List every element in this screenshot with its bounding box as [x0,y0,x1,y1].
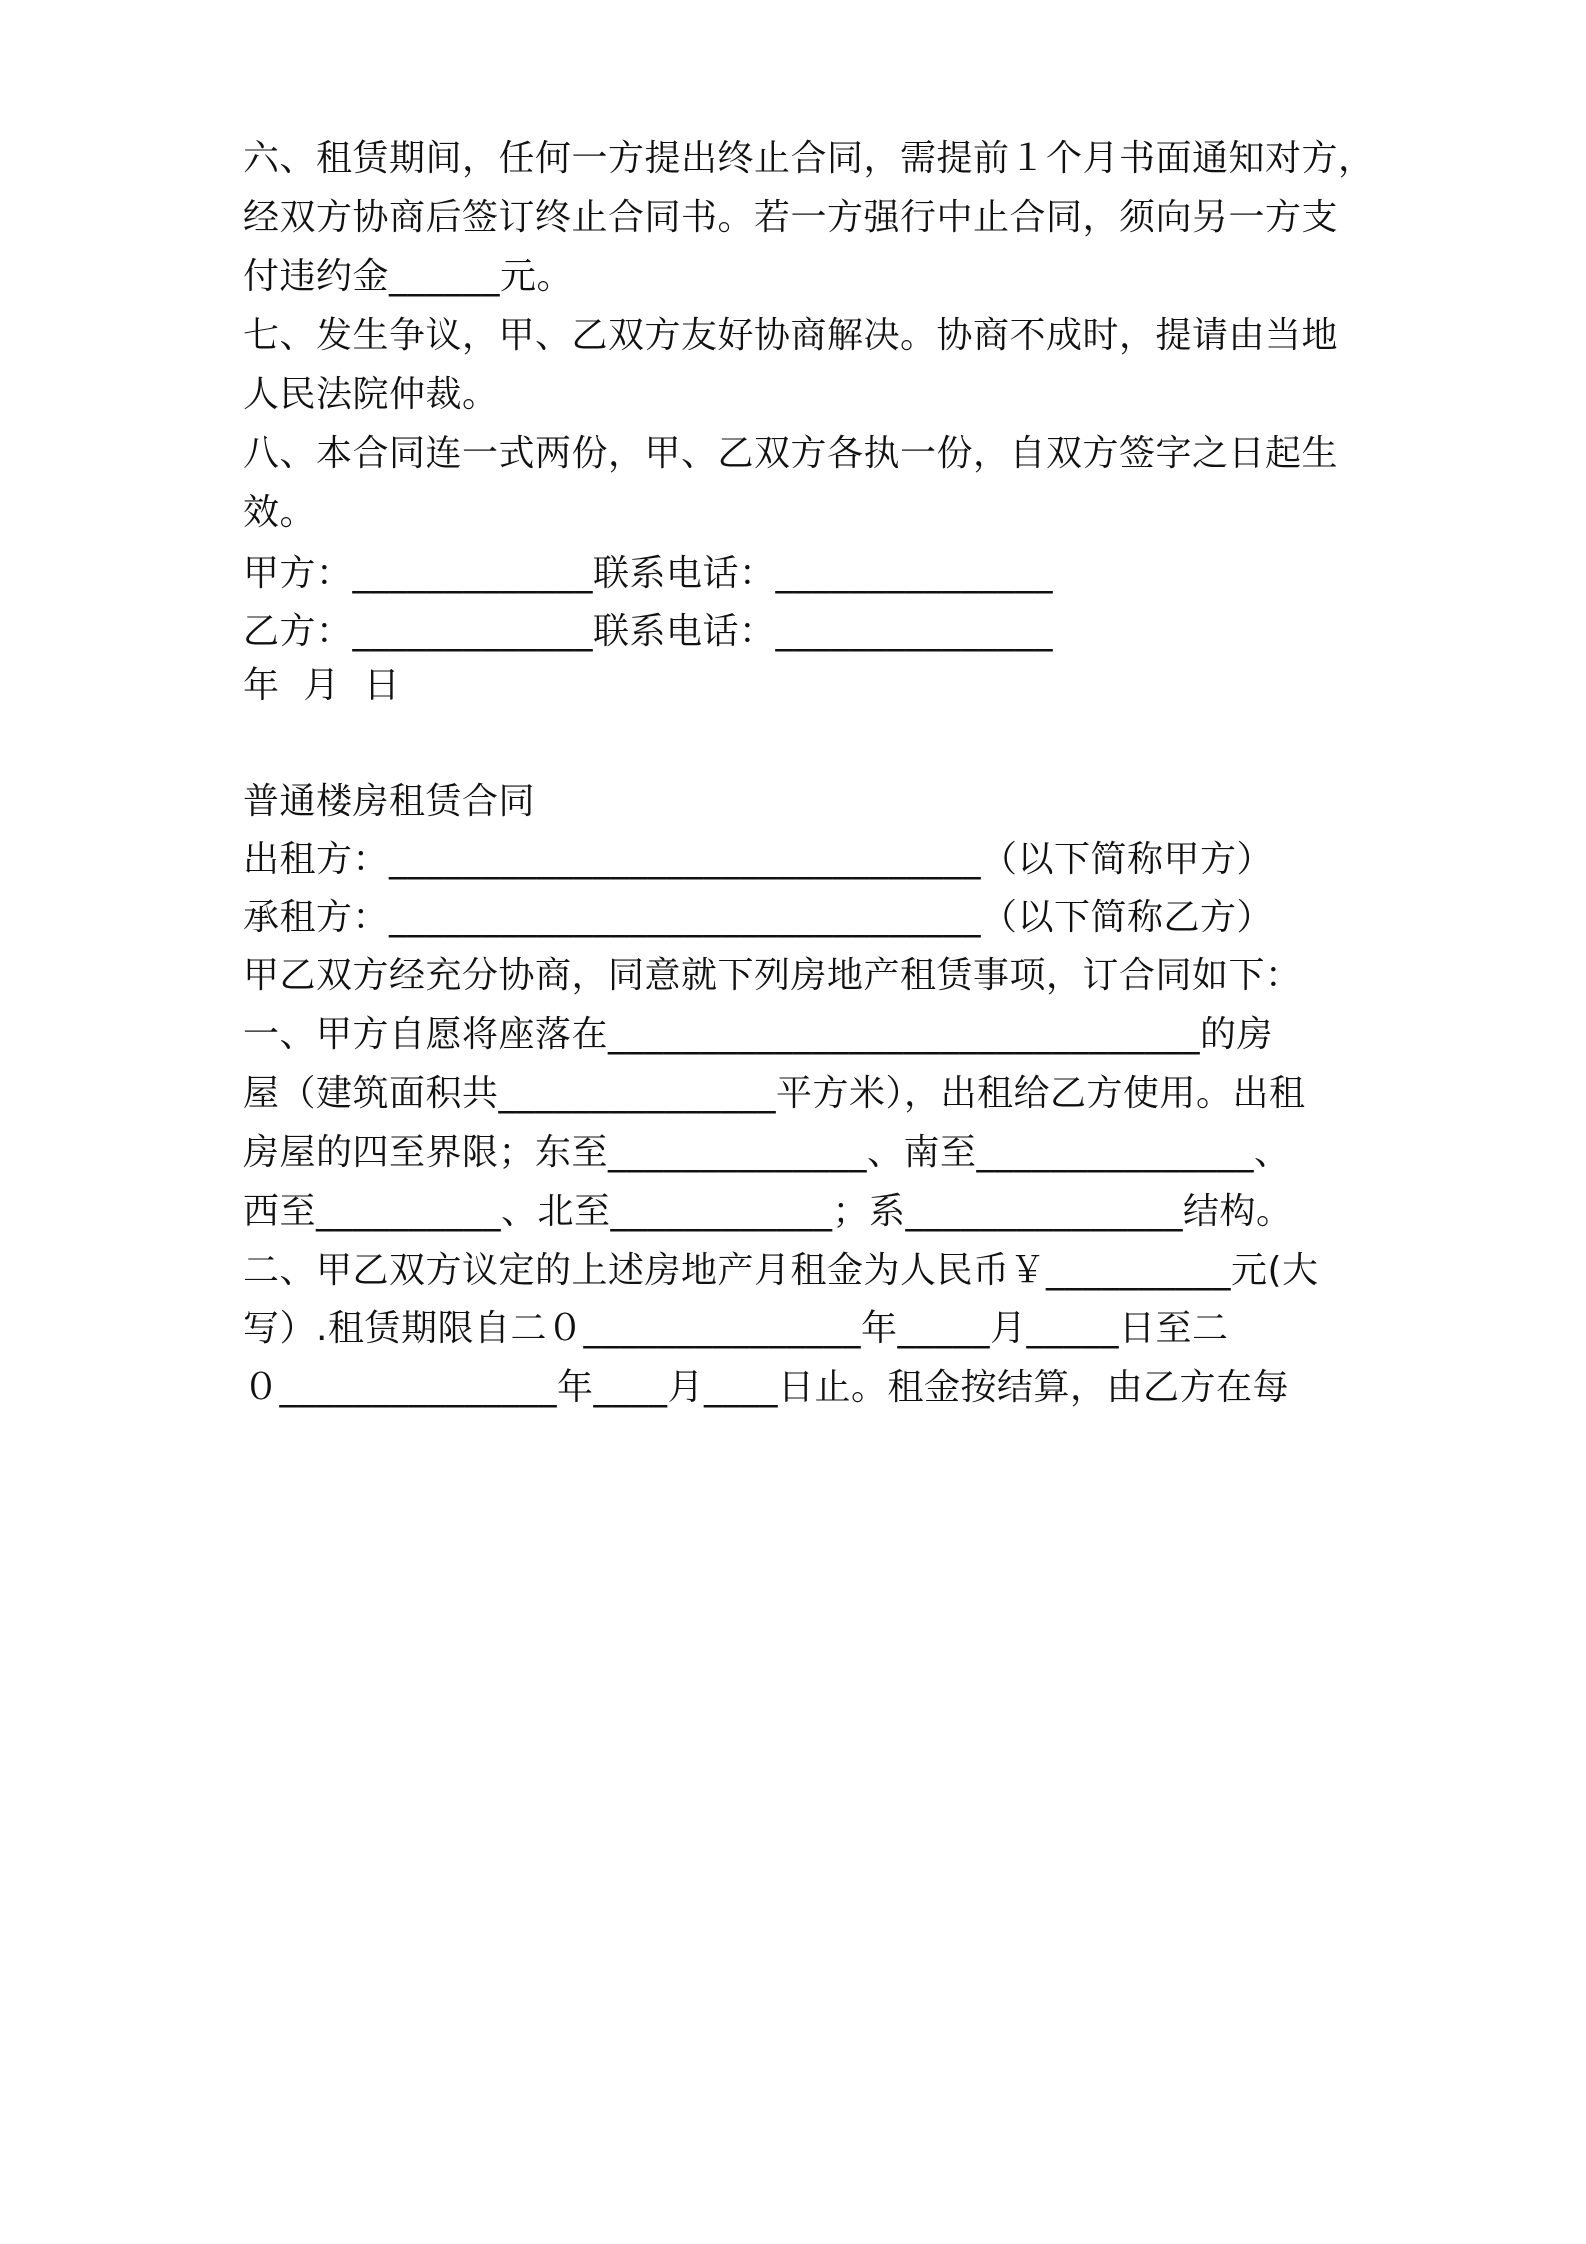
clause-8-line-2: 效。 [243,492,317,533]
clause-2-line-2: 写）.租赁期限自二０_______________年_____月_____日至二 [243,1308,1229,1349]
party-a-signature-line: 甲方：_____________联系电话：_______________ [243,553,1054,594]
contract-title: 普通楼房租赁合同 [243,781,536,822]
clause-7-line-1: 七、发生争议，甲、乙双方友好协商解决。协商不成时，提请由当地 [243,315,1339,356]
contract-intro: 甲乙双方经充分协商，同意就下列房地产租赁事项，订合同如下： [243,955,1302,996]
clause-8-line-1: 八、本合同连一式两份，甲、乙双方各执一份，自双方签字之日起生 [243,433,1339,474]
clause-7-line-2: 人民法院仲裁。 [243,374,499,415]
clause-1-line-1: 一、甲方自愿将座落在________________________________的房 [243,1014,1274,1055]
clause-1-line-4: 西至__________、北至____________；系_______________结构。 [243,1191,1293,1232]
party-b-signature-line: 乙方：_____________联系电话：_______________ [243,611,1054,652]
clause-6-line-2: 经双方协商后签订终止合同书。若一方强行中止合同，须向另一方支 [243,197,1339,238]
clause-2-line-1: 二、甲乙双方议定的上述房地产月租金为人民币￥__________元(大 [243,1250,1319,1291]
clause-1-line-3: 房屋的四至界限；东至______________、南至_______________、 [243,1132,1291,1173]
date-line: 年 月 日 [243,665,401,706]
clause-1-line-2: 屋（建筑面积共_______________平方米），出租给乙方使用。出租 [243,1073,1306,1114]
clause-6-line-3: 付违约金______元。 [243,256,574,297]
lessor-line: 出租方：________________________________（以下简称甲方） [243,839,1274,880]
lessee-line: 承租方：________________________________（以下简称乙方） [243,897,1274,938]
clause-6-line-1: 六、租赁期间，任何一方提出终止合同，需提前１个月书面通知对方， [243,138,1375,179]
clause-2-line-3: ０_______________年____月____日止。租金按结算，由乙方在每 [243,1367,1290,1408]
